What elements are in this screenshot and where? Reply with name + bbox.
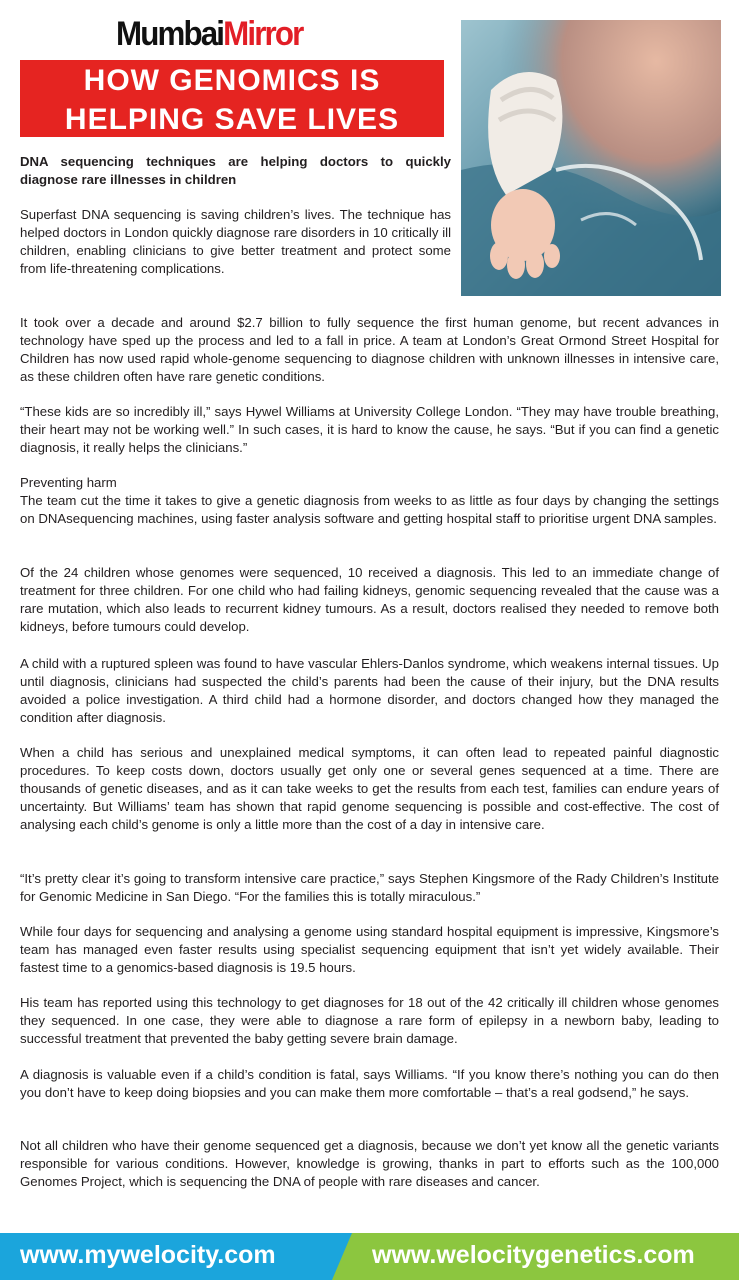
headline-line-1: HOW GENOMICS IS: [83, 64, 381, 97]
headline-line-2: HELPING SAVE LIVES: [64, 103, 400, 136]
paragraph-closing: Not all children who have their genome sequenced get a diagnosis, because we don’t yet know all the genetic variants responsible for various conditions. However, knowledge is growing, thanks in part to efforts such as the 100,000 Genomes Project, which is sequencing the DNA of people with rare diseases and cancer.: [20, 1138, 719, 1189]
paragraph-williams-quote: “These kids are so incredibly ill,” says Hywel Williams at University College London. “They may have trouble breathing, their heart may not be working well.” In such cases, it is hard to know the cause, he says. “But if you can find a genetic diagnosis, it really helps the clinicians.”: [20, 404, 719, 455]
footer-link-welocitygenetics[interactable]: www.welocitygenetics.com: [372, 1241, 695, 1269]
paragraph-genome-cost: It took over a decade and around $2.7 billion to fully sequence the first human genome, but recent advances in technology have sped up the process and led to a fall in price. A team at London’s Great Ormond Street Hospital for Children has now used rapid whole-genome sequencing to diagnose children with unknown illnesses in intensive care, as these children often have rare genetic conditions.: [20, 315, 719, 384]
paragraph-time-cut: The team cut the time it takes to give a genetic diagnosis from weeks to as little as four days by changing the settings on DNAsequencing machines, using faster analysis software and getting hospital staff to prioritise urgent DNA samples.: [20, 493, 719, 526]
headline-banner: [20, 60, 444, 137]
paragraph-symptoms: When a child has serious and unexplained medical symptoms, it can often lead to repeated painful diagnostic procedures. To keep costs down, doctors usually get only one or several genes sequenced at a time. There are thousands of genetic diseases, and as it can take weeks to get the results from each test, families can endure years of uncertainty. But Williams’ team has shown that rapid genome sequencing is possible and cost-effective. The cost of analysing each child’s genome is only a little more than the cost of a day in intensive care.: [20, 745, 719, 832]
newspaper-logo: [116, 14, 333, 54]
logo-part-mirror: Mirror: [223, 15, 303, 53]
paragraph-kingsmore-quote: “It’s pretty clear it’s going to transform intensive care practice,” says Stephen Kingsmore of the Rady Children’s Institute for Genomic Medicine in San Diego. “For the families this is totally miraculous.”: [20, 871, 719, 904]
child-iv-illustration: [461, 20, 721, 296]
paragraph-results: Of the 24 children whose genomes were sequenced, 10 received a diagnosis. This led to an immediate change of treatment for three children. For one child who had failing kidneys, genomic sequencing revealed that the cause was a rare mutation, which also leads to recurrent kidney tumours. As a result, doctors realised they needed to remove both kidneys, before tumours could develop.: [20, 565, 719, 634]
paragraph-spleen-case: A child with a ruptured spleen was found to have vascular Ehlers-Danlos syndrome, which weakens internal tissues. Up until diagnosis, clinicians had suspected the child’s parents had been the cause of their injury, but the DNA results avoided a police investigation. A third child had a hormone disorder, and doctors changed how they managed the condition after diagnosis.: [20, 656, 719, 725]
footer-bar: [0, 1233, 739, 1280]
paragraph-intro: Superfast DNA sequencing is saving children’s lives. The technique has helped doctors in London quickly diagnose rare disorders in 10 critically ill children, enabling clinicians to give better treatment and protect some from life-threatening complications.: [20, 207, 451, 276]
section-subhead: Preventing harm: [20, 475, 117, 490]
footer-link-mywelocity[interactable]: www.mywelocity.com: [20, 1241, 276, 1269]
child-hospital-photo: [461, 20, 721, 296]
paragraph-epilepsy-case: His team has reported using this technology to get diagnoses for 18 out of the 42 critically ill children whose genomes they sequenced. In one case, they were able to diagnose a rare form of epilepsy in a newborn baby, leading to successful treatment that prevented the baby getting severe brain damage.: [20, 995, 719, 1046]
paragraph-fatal-conditions: A diagnosis is valuable even if a child’s condition is fatal, says Williams. “If you know there’s nothing you can do then you don’t have to keep doing biopsies and you can make them more comfortable – that’s a real godsend,” he says.: [20, 1067, 719, 1100]
paragraph-faster-results: While four days for sequencing and analysing a genome using standard hospital equipment is impressive, Kingsmore’s team has managed even faster results using specialist sequencing equipment that isn’t yet widely available. Their fastest time to a genomics-based diagnosis is 19.5 hours.: [20, 924, 719, 975]
article-lead: DNA sequencing techniques are helping doctors to quickly diagnose rare illnesses in children: [20, 154, 451, 187]
logo-part-mumbai: Mumbai: [116, 15, 224, 53]
